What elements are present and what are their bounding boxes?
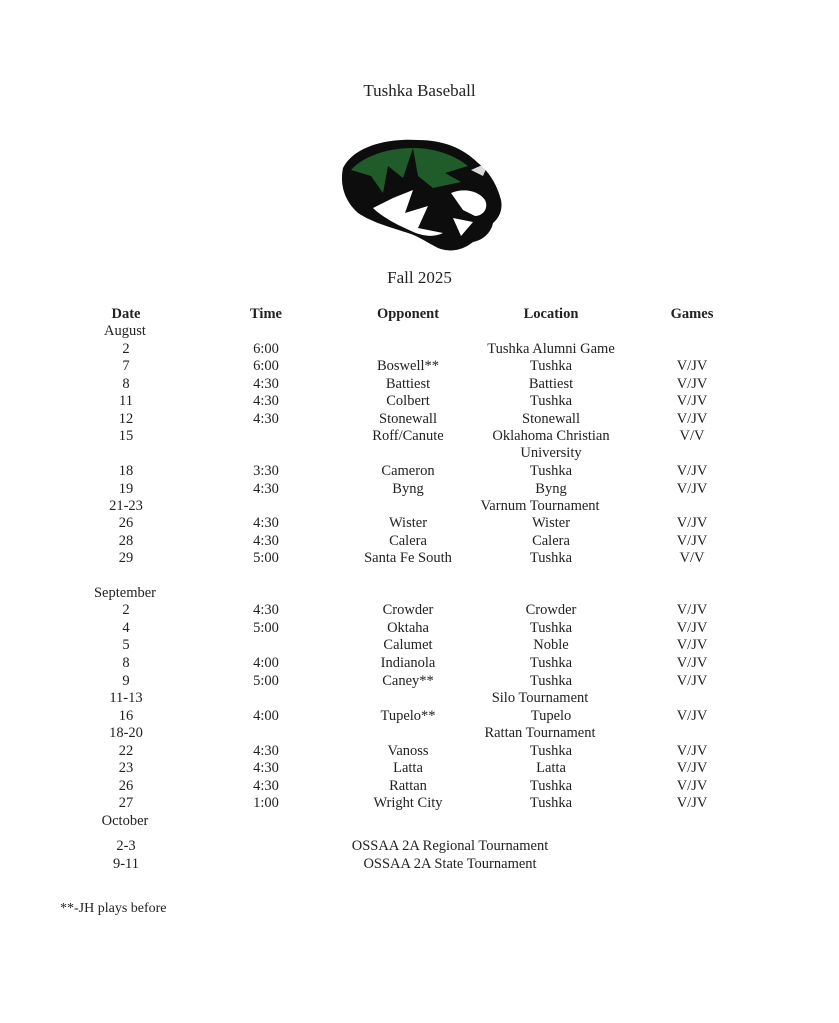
row-date: 12 bbox=[118, 411, 134, 427]
schedule-row bbox=[0, 777, 839, 795]
schedule-row bbox=[0, 375, 839, 393]
row-location: Tushka bbox=[529, 795, 573, 811]
row-opponent: Rattan bbox=[389, 778, 427, 794]
row-time: 4:30 bbox=[253, 533, 279, 549]
row-date: 4 bbox=[122, 620, 130, 636]
row-time: 4:00 bbox=[253, 655, 279, 671]
row-date: 15 bbox=[118, 428, 134, 444]
row-time: 4:30 bbox=[253, 393, 279, 409]
row-location: Stonewall bbox=[522, 411, 580, 427]
row-games: V/JV bbox=[676, 778, 708, 794]
schedule-row-continuation bbox=[0, 444, 839, 462]
row-games: V/JV bbox=[676, 637, 708, 653]
row-location: Tushka bbox=[529, 620, 573, 636]
schedule-row bbox=[0, 689, 839, 707]
row-date: 8 bbox=[122, 376, 130, 392]
row-date: 21-23 bbox=[109, 498, 143, 514]
schedule-row bbox=[0, 392, 839, 410]
row-games: V/V bbox=[679, 428, 705, 444]
row-games: V/JV bbox=[676, 533, 708, 549]
row-event: Rattan Tournament bbox=[484, 725, 596, 741]
row-games: V/JV bbox=[676, 481, 708, 497]
schedule-row bbox=[0, 759, 839, 777]
row-date: 16 bbox=[118, 708, 134, 724]
row-opponent: Vanoss bbox=[387, 743, 429, 759]
row-games: V/JV bbox=[676, 358, 708, 374]
row-date: 2 bbox=[122, 602, 130, 618]
row-date: 26 bbox=[118, 778, 134, 794]
table-header bbox=[0, 305, 839, 323]
header-date: Date bbox=[111, 306, 141, 322]
schedule-row bbox=[0, 410, 839, 428]
row-time: 4:30 bbox=[253, 376, 279, 392]
row-opponent: Calera bbox=[389, 533, 427, 549]
row-date: 28 bbox=[118, 533, 134, 549]
row-opponent: Colbert bbox=[386, 393, 430, 409]
schedule-row bbox=[0, 427, 839, 445]
row-location: Tushka bbox=[529, 393, 573, 409]
row-location: Tushka bbox=[529, 463, 573, 479]
row-opponent: Stonewall bbox=[379, 411, 437, 427]
schedule-row bbox=[0, 707, 839, 725]
schedule-row bbox=[0, 514, 839, 532]
header-opponent: Opponent bbox=[376, 306, 440, 322]
row-location: Byng bbox=[535, 481, 567, 497]
row-opponent: Latta bbox=[393, 760, 423, 776]
row-games: V/JV bbox=[676, 743, 708, 759]
row-opponent: Wister bbox=[388, 515, 428, 531]
schedule-row bbox=[0, 794, 839, 812]
row-opponent: Tupelo** bbox=[380, 708, 436, 724]
row-date: 7 bbox=[122, 358, 130, 374]
header-time: Time bbox=[250, 306, 282, 322]
schedule-row bbox=[0, 672, 839, 690]
row-location: Tushka bbox=[529, 550, 573, 566]
row-event: Varnum Tournament bbox=[480, 498, 600, 514]
header-games: Games bbox=[670, 306, 714, 322]
row-location: Tushka bbox=[529, 743, 573, 759]
row-games: V/V bbox=[679, 550, 705, 566]
row-opponent: Byng bbox=[392, 481, 424, 497]
row-time: 1:00 bbox=[253, 795, 279, 811]
schedule-row bbox=[0, 601, 839, 619]
row-date: 29 bbox=[118, 550, 134, 566]
month-september: September bbox=[93, 585, 156, 601]
row-event: OSSAA 2A State Tournament bbox=[363, 856, 537, 872]
row-event: Silo Tournament bbox=[491, 690, 589, 706]
row-games: V/JV bbox=[676, 620, 708, 636]
season-label: Fall 2025 bbox=[387, 268, 452, 287]
row-location: Oklahoma Christian bbox=[492, 428, 610, 444]
header-location: Location bbox=[523, 306, 579, 322]
row-date: 18-20 bbox=[109, 725, 143, 741]
row-games: V/JV bbox=[676, 411, 708, 427]
row-opponent: Santa Fe South bbox=[364, 550, 452, 566]
row-opponent: Roff/Canute bbox=[372, 428, 444, 444]
row-date: 11 bbox=[119, 393, 133, 409]
row-time: 3:30 bbox=[253, 463, 279, 479]
row-games: V/JV bbox=[676, 655, 708, 671]
row-games: V/JV bbox=[676, 376, 708, 392]
document-title: Tushka Baseball bbox=[363, 81, 476, 100]
row-date: 2-3 bbox=[116, 838, 136, 854]
schedule-row bbox=[0, 497, 839, 515]
row-opponent: Wright City bbox=[373, 795, 443, 811]
row-time: 4:30 bbox=[253, 743, 279, 759]
row-location: Noble bbox=[533, 637, 569, 653]
row-time: 6:00 bbox=[253, 358, 279, 374]
row-date: 26 bbox=[118, 515, 134, 531]
schedule-row bbox=[0, 357, 839, 375]
row-location: Tushka bbox=[529, 358, 573, 374]
row-opponent: Calumet bbox=[383, 637, 433, 653]
row-opponent: Caney** bbox=[382, 673, 434, 689]
row-opponent: Oktaha bbox=[387, 620, 429, 636]
row-time: 4:00 bbox=[253, 708, 279, 724]
schedule-row bbox=[0, 742, 839, 760]
row-location: Battiest bbox=[528, 376, 574, 392]
row-date: 22 bbox=[118, 743, 134, 759]
row-time: 5:00 bbox=[253, 620, 279, 636]
row-date: 2 bbox=[122, 341, 130, 357]
row-games: V/JV bbox=[676, 708, 708, 724]
schedule-row bbox=[0, 532, 839, 550]
row-opponent: Indianola bbox=[380, 655, 436, 671]
row-time: 4:30 bbox=[253, 778, 279, 794]
row-location: Tushka bbox=[529, 778, 573, 794]
schedule-row bbox=[0, 855, 839, 873]
row-location: Crowder bbox=[525, 602, 577, 618]
row-time: 4:30 bbox=[253, 411, 279, 427]
row-date: 27 bbox=[118, 795, 134, 811]
row-date: 5 bbox=[122, 637, 130, 653]
row-games: V/JV bbox=[676, 673, 708, 689]
row-games: V/JV bbox=[676, 760, 708, 776]
row-date: 18 bbox=[118, 463, 134, 479]
row-games: V/JV bbox=[676, 393, 708, 409]
row-time: 6:00 bbox=[253, 341, 279, 357]
row-location: University bbox=[520, 445, 582, 461]
row-opponent: Crowder bbox=[382, 602, 434, 618]
schedule-row bbox=[0, 340, 839, 358]
row-location: Tupelo bbox=[530, 708, 572, 724]
row-games: V/JV bbox=[676, 515, 708, 531]
row-time: 4:30 bbox=[253, 602, 279, 618]
schedule-row bbox=[0, 636, 839, 654]
schedule-row bbox=[0, 654, 839, 672]
row-location: Calera bbox=[532, 533, 570, 549]
schedule-row bbox=[0, 619, 839, 637]
row-opponent: Cameron bbox=[381, 463, 435, 479]
row-opponent: Battiest bbox=[385, 376, 431, 392]
row-time: 5:00 bbox=[253, 673, 279, 689]
row-date: 9 bbox=[122, 673, 130, 689]
schedule-row bbox=[0, 462, 839, 480]
row-event: OSSAA 2A Regional Tournament bbox=[351, 838, 549, 854]
row-time: 4:30 bbox=[253, 760, 279, 776]
row-games: V/JV bbox=[676, 602, 708, 618]
schedule-row bbox=[0, 549, 839, 567]
row-location: Latta bbox=[536, 760, 566, 776]
row-time: 4:30 bbox=[253, 515, 279, 531]
tiger-head-logo-icon bbox=[333, 118, 505, 260]
row-games: V/JV bbox=[676, 795, 708, 811]
row-opponent: Boswell** bbox=[376, 358, 440, 374]
footnote: **-JH plays before bbox=[60, 901, 167, 916]
row-games: V/JV bbox=[676, 463, 708, 479]
row-location: Tushka bbox=[529, 655, 573, 671]
row-event: Tushka Alumni Game bbox=[487, 341, 615, 357]
row-date: 8 bbox=[122, 655, 130, 671]
month-october: October bbox=[101, 813, 149, 829]
month-august: August bbox=[104, 323, 146, 339]
row-date: 11-13 bbox=[109, 690, 143, 706]
schedule-row bbox=[0, 724, 839, 742]
row-location: Wister bbox=[531, 515, 571, 531]
row-time: 4:30 bbox=[253, 481, 279, 497]
row-location: Tushka bbox=[529, 673, 573, 689]
row-time: 5:00 bbox=[253, 550, 279, 566]
row-date: 9-11 bbox=[112, 856, 140, 872]
row-date: 19 bbox=[118, 481, 134, 497]
schedule-row bbox=[0, 837, 839, 855]
schedule-row bbox=[0, 480, 839, 498]
row-date: 23 bbox=[118, 760, 134, 776]
